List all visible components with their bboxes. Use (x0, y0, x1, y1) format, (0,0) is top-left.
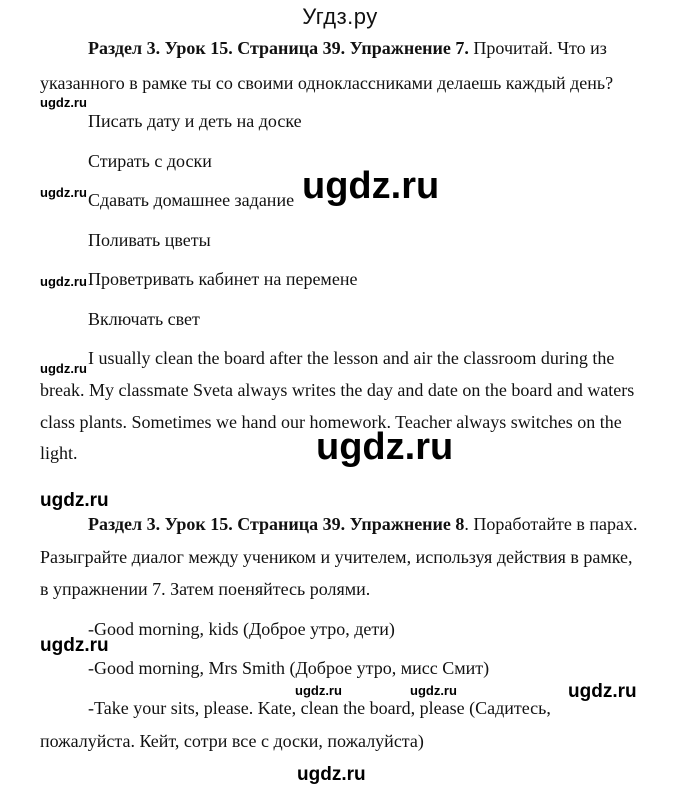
ex7-item: Проветривать кабинет на перемене (88, 269, 358, 289)
ex8-dialog-line: -Good morning, kids (Доброе утро, дети) (88, 619, 395, 639)
watermark: ugdz.ru (316, 426, 454, 468)
watermark: ugdz.ru (297, 764, 366, 785)
watermark: ugdz.ru (40, 274, 87, 289)
ex7-item: Писать дату и деть на доске (88, 111, 302, 131)
ex8-heading: Раздел 3. Урок 15. Страница 39. Упражнение 8 (88, 514, 465, 534)
watermark: ugdz.ru (302, 165, 440, 207)
ex7-task-start: Прочитай. Что из (468, 38, 607, 58)
ex7-item: Стирать с доски (88, 151, 212, 171)
ex8-task-line: Разыграйте диалог между учеником и учителем, используя действия в рамке, (40, 547, 633, 567)
ex8-task-start: . Поработайте в парах. (464, 514, 638, 534)
ex7-item: Включать свет (88, 309, 200, 329)
ex8-dialog-line: -Take your sits, please. Kate, clean the board, please (Садитесь, (88, 698, 551, 718)
watermark: ugdz.ru (410, 683, 457, 698)
site-title: Угдз.ру (302, 4, 378, 29)
ex7-answer-line: break. My classmate Sveta always writes the day and date on the board and waters (40, 380, 635, 400)
ex8-task-line: в упражнении 7. Затем поеняйтесь ролями. (40, 579, 371, 599)
watermark: ugdz.ru (295, 683, 342, 698)
watermark: ugdz.ru (40, 95, 87, 110)
ex8-dialog-line: пожалуйста. Кейт, сотри все с доски, пожалуйста) (40, 731, 424, 751)
watermark: ugdz.ru (568, 681, 637, 702)
ex7-task-line: указанного в рамке ты со своими одноклассниками делаешь каждый день? (40, 73, 614, 93)
ex7-answer-line: class plants. Sometimes we hand our homework. Teacher always switches on the (40, 412, 622, 432)
watermark: ugdz.ru (40, 185, 87, 200)
ex7-answer-line: I usually clean the board after the lesson and air the classroom during the (88, 348, 615, 368)
ex7-answer-line: light. (40, 443, 78, 463)
ex7-item: Сдавать домашнее задание (88, 190, 295, 210)
watermark: ugdz.ru (40, 490, 109, 511)
ex8-heading-line (88, 513, 638, 535)
ex7-heading-line (88, 37, 607, 59)
ex7-item: Поливать цветы (88, 230, 211, 250)
watermark: ugdz.ru (40, 361, 87, 376)
watermark: ugdz.ru (40, 635, 109, 656)
ex8-dialog-line: -Good morning, Mrs Smith (Доброе утро, мисс Смит) (88, 658, 490, 678)
ex7-heading: Раздел 3. Урок 15. Страница 39. Упражнение 7. (88, 38, 469, 58)
